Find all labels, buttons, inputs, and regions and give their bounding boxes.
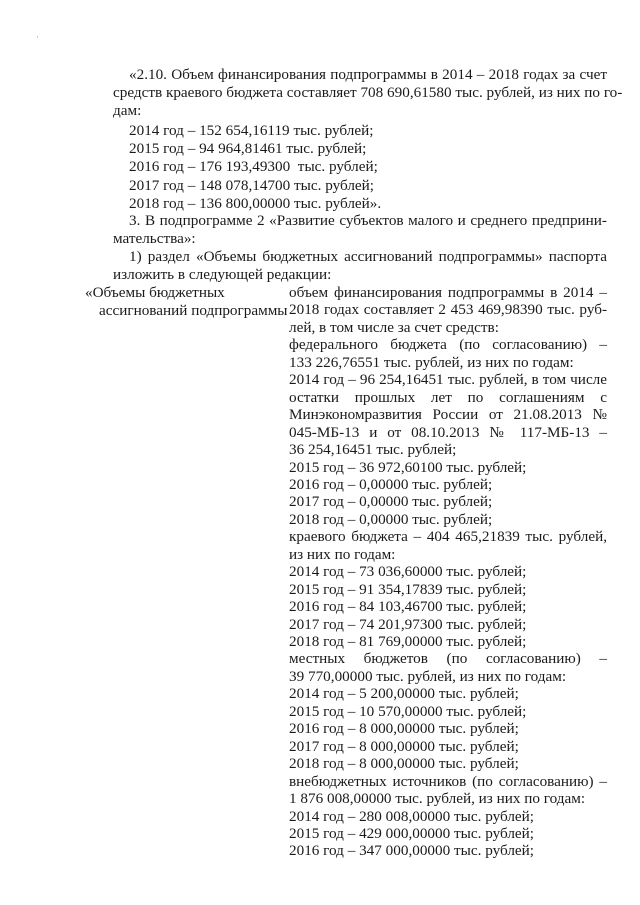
intro-line: дам: [113,102,142,119]
table-right-line: 2017 год – 74 201,97300 тыс. рублей; [289,615,527,633]
intro-line: средств краевого бюджета составляет 708 690,61580 тыс. рублей, из них по го- [113,84,623,101]
table-right-line: 36 254,16451 тыс. рублей; [289,441,457,459]
intro-year-line: 2018 год – 136 800,00000 тыс. рублей». [129,194,382,212]
table-right-line: 2015 год – 10 570,00000 тыс. рублей; [289,702,527,720]
table-right-line: федерального бюджета (по согласованию) – [289,336,607,354]
item-3-line: мательства»: [113,230,196,247]
table-right-line: лей, в том числе за счет средств: [289,318,499,336]
table-right-line: 2018 год – 0,00000 тыс. рублей; [289,510,493,528]
intro-line: «2.10. Объем финансирования подпрограммы в 2014 – 2018 годах за счет [129,66,607,83]
table-right-line: 2015 год – 91 354,17839 тыс. рублей; [289,580,527,598]
table-left-line: «Объемы бюджетных [85,284,225,301]
table-right-line: 39 770,00000 тыс. рублей, из них по годам: [289,667,567,685]
table-right-line: внебюджетных источников (по согласованию) – [289,772,607,790]
table-right-line: 2014 год – 280 008,00000 тыс. рублей; [289,807,534,825]
table-right-line: из них по годам: [289,545,396,563]
table-right-line: 2015 год – 36 972,60100 тыс. рублей; [289,458,527,476]
table-right-line: Минэкономразвития России от 21.08.2013 № [289,406,607,424]
table-right-line: 2018 годах составляет 2 453 469,98390 тыс. руб- [289,301,607,319]
table-right-line: краевого бюджета – 404 465,21839 тыс. рублей, [289,528,607,546]
item-1-line: 1) раздел «Объемы бюджетных ассигнований подпрограммы» паспорта [129,248,607,265]
item-1-line: изложить в следующей редакции: [113,266,332,283]
table-right-line: 2018 год – 8 000,00000 тыс. рублей; [289,755,519,773]
table-right-line: 2018 год – 81 769,00000 тыс. рублей; [289,633,527,650]
intro-year-line: 2014 год – 152 654,16119 тыс. рублей; [129,122,374,139]
table-right-line: остатки прошлых лет по соглашениям с [289,388,607,406]
table-right-line: 2016 год – 84 103,46700 тыс. рублей; [289,598,527,616]
table-right-line: 2017 год – 8 000,00000 тыс. рублей; [289,737,519,755]
table-right-line: 2016 год – 8 000,00000 тыс. рублей; [289,720,519,738]
table-right-line: 045-МБ-13 и от 08.10.2013 № 117-МБ-13 – [289,423,607,441]
table-right-line: местных бюджетов (по согласованию) – [289,650,607,668]
item-3-line: 3. В подпрограмме 2 «Развитие субъектов малого и среднего предприни- [129,212,607,229]
table-right-line: 133 226,76551 тыс. рублей, из них по годам: [289,353,574,371]
table-right-line: объем финансирования подпрограммы в 2014 – [289,284,607,301]
intro-year-line: 2015 год – 94 964,81461 тыс. рублей; [129,140,367,158]
table-right-line: 2014 год – 73 036,60000 тыс. рублей; [289,563,527,581]
table-right-line: 2017 год – 0,00000 тыс. рублей; [289,493,493,511]
table-right-line: 1 876 008,00000 тыс. рублей, из них по годам: [289,790,586,808]
table-right-line: 2016 год – 347 000,00000 тыс. рублей; [289,842,534,860]
table-right-line: 2015 год – 429 000,00000 тыс. рублей; [289,824,534,842]
table-right-line: 2014 год – 96 254,16451 тыс. рублей, в том числе [289,371,607,389]
corner-mark: · [36,32,39,42]
intro-year-line: 2017 год – 148 078,14700 тыс. рублей; [129,176,374,194]
table-right-line: 2016 год – 0,00000 тыс. рублей; [289,475,493,493]
table-left-line: ассигнований подпрограммы [99,302,288,319]
table-right-line: 2014 год – 5 200,00000 тыс. рублей; [289,685,519,703]
intro-year-line: 2016 год – 176 193,49300 тыс. рублей; [129,158,378,176]
